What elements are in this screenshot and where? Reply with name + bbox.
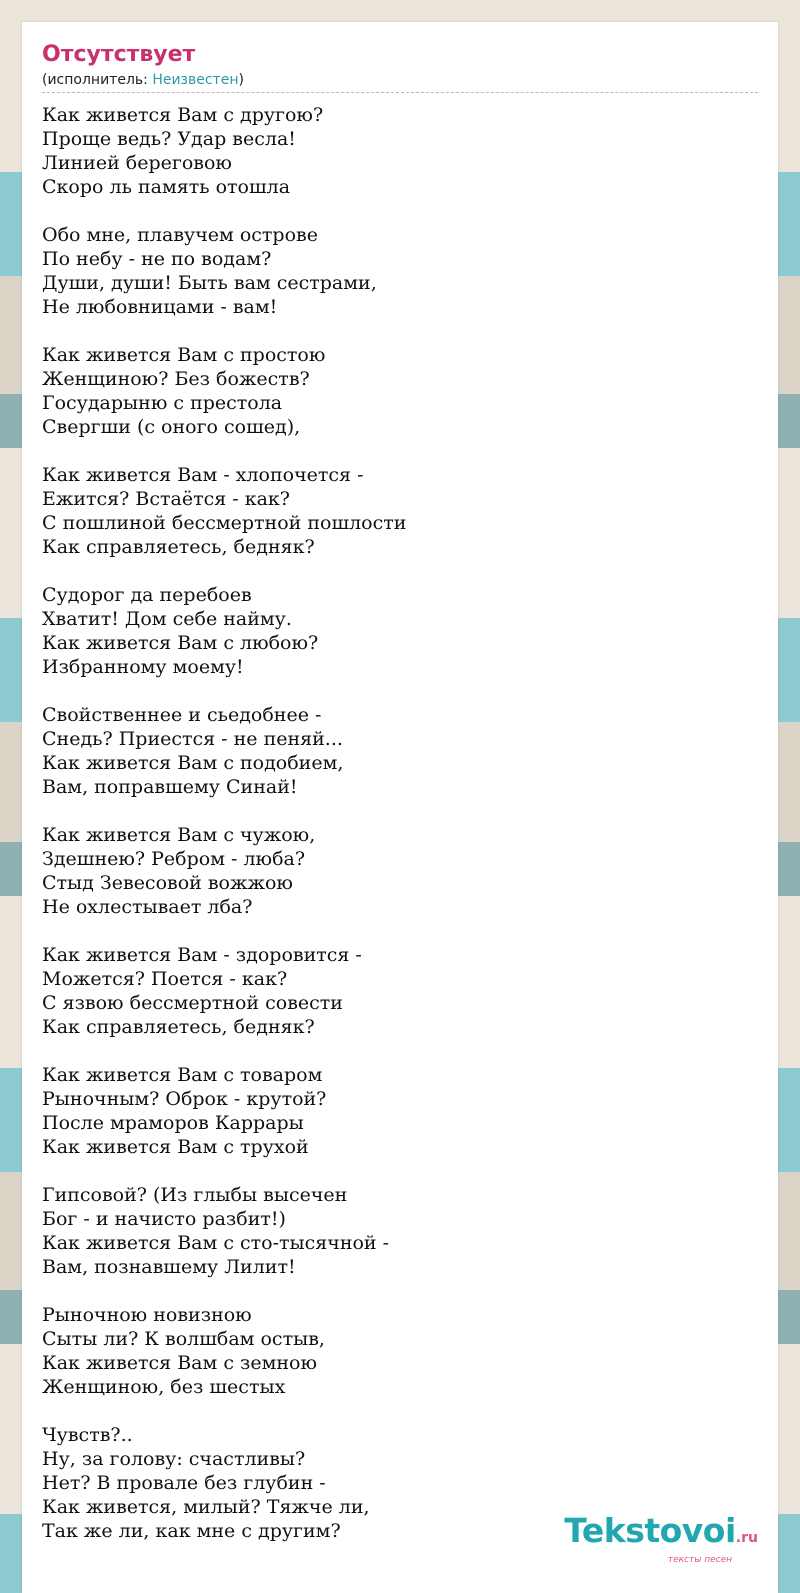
lyric-line: Рыночным? Оброк - крутой? <box>42 1088 327 1110</box>
stanza <box>42 823 758 919</box>
lyric-line: Чувств?.. <box>42 1424 133 1446</box>
lyric-line: После мраморов Каррары <box>42 1112 304 1134</box>
logo-tld: .ru <box>735 1530 758 1546</box>
lyric-line: Можется? Поется - как? <box>42 968 288 990</box>
performer-suffix: ) <box>238 72 244 88</box>
stanza <box>42 103 758 199</box>
stanza <box>42 1063 758 1159</box>
lyric-line: Как справляетесь, бедняк? <box>42 536 315 558</box>
lyric-line: Ежится? Встаётся - как? <box>42 488 290 510</box>
site-logo[interactable] <box>564 1511 758 1565</box>
lyric-line: Женщиною, без шестых <box>42 1376 286 1398</box>
lyric-line: Скоро ль память отошла <box>42 176 291 198</box>
stanza <box>42 343 758 439</box>
lyric-line: Так же ли, как мне с другим? <box>42 1520 341 1542</box>
lyric-line: Стыд Зевесовой вожжою <box>42 872 293 894</box>
logo-wordmark <box>564 1511 758 1555</box>
stanza <box>42 1183 758 1279</box>
logo-name: Tekstovoi <box>564 1511 736 1550</box>
lyric-line: Вам, познавшему Лилит! <box>42 1256 296 1278</box>
performer-line <box>42 70 758 93</box>
lyric-line: Как живется Вам с товаром <box>42 1064 323 1086</box>
lyric-line: Ну, за голову: счастливы? <box>42 1448 306 1470</box>
lyrics-text <box>42 103 758 1543</box>
lyric-line: Как живется Вам с другою? <box>42 104 324 126</box>
lyric-line: Не охлестывает лба? <box>42 896 253 918</box>
lyric-line: Бог - и начисто разбит!) <box>42 1208 286 1230</box>
lyric-line: Государыню с престола <box>42 392 283 414</box>
lyric-line: Как живется Вам с сто-тысячной - <box>42 1232 390 1254</box>
lyric-line: Как живется Вам с подобием, <box>42 752 344 774</box>
stanza <box>42 223 758 319</box>
stanza <box>42 703 758 799</box>
lyric-line: Гипсовой? (Из глыбы высечен <box>42 1184 348 1206</box>
lyric-line: Снедь? Приестся - не пеняй... <box>42 728 343 750</box>
stanza <box>42 1303 758 1399</box>
lyric-line: Как живется Вам с трухой <box>42 1136 309 1158</box>
lyrics-card <box>22 22 778 1593</box>
lyric-line: Как живется, милый? Тяжче ли, <box>42 1496 370 1518</box>
lyric-line: Избранному моему! <box>42 656 244 678</box>
stanza <box>42 943 758 1039</box>
lyric-line: Не любовницами - вам! <box>42 296 278 318</box>
performer-prefix: (исполнитель: <box>42 72 153 88</box>
lyric-line: Женщиною? Без божеств? <box>42 368 310 390</box>
performer-link[interactable]: Неизвестен <box>152 72 239 88</box>
song-title: Отсутствует <box>42 42 196 67</box>
lyric-line: Как живется Вам - хлопочется - <box>42 464 364 486</box>
lyric-line: Судорог да перебоев <box>42 584 252 606</box>
lyric-line: Свергши (с оного сошед), <box>42 416 301 438</box>
lyric-line: По небу - не по водам? <box>42 248 272 270</box>
lyric-line: Как живется Вам - здоровится - <box>42 944 362 966</box>
lyric-line: Здешнею? Ребром - люба? <box>42 848 306 870</box>
stanza <box>42 583 758 679</box>
lyric-line: Рыночною новизною <box>42 1304 252 1326</box>
lyric-line: С язвою бессмертной совести <box>42 992 343 1014</box>
lyric-line: Как живется Вам с земною <box>42 1352 318 1374</box>
lyric-line: Проще ведь? Удар весла! <box>42 128 296 150</box>
lyric-line: Как справляетесь, бедняк? <box>42 1016 315 1038</box>
lyric-line: Обо мне, плавучем острове <box>42 224 318 246</box>
logo-tagline: тексты песен <box>667 1555 732 1565</box>
lyric-line: Сыты ли? К волшбам остыв, <box>42 1328 325 1350</box>
lyric-line: Свойственнее и сьедобнее - <box>42 704 322 726</box>
lyric-line: Как живется Вам с простою <box>42 344 326 366</box>
lyric-line: Линией береговою <box>42 152 232 174</box>
lyric-line: Хватит! Дом себе найму. <box>42 608 292 630</box>
lyric-line: Как живется Вам с чужою, <box>42 824 316 846</box>
stanza <box>42 463 758 559</box>
lyric-line: Души, души! Быть вам сестрами, <box>42 272 377 294</box>
lyric-line: Нет? В провале без глубин - <box>42 1472 326 1494</box>
lyric-line: Как живется Вам с любою? <box>42 632 319 654</box>
lyric-line: Вам, поправшему Синай! <box>42 776 298 798</box>
lyric-line: С пошлиной бессмертной пошлости <box>42 512 407 534</box>
